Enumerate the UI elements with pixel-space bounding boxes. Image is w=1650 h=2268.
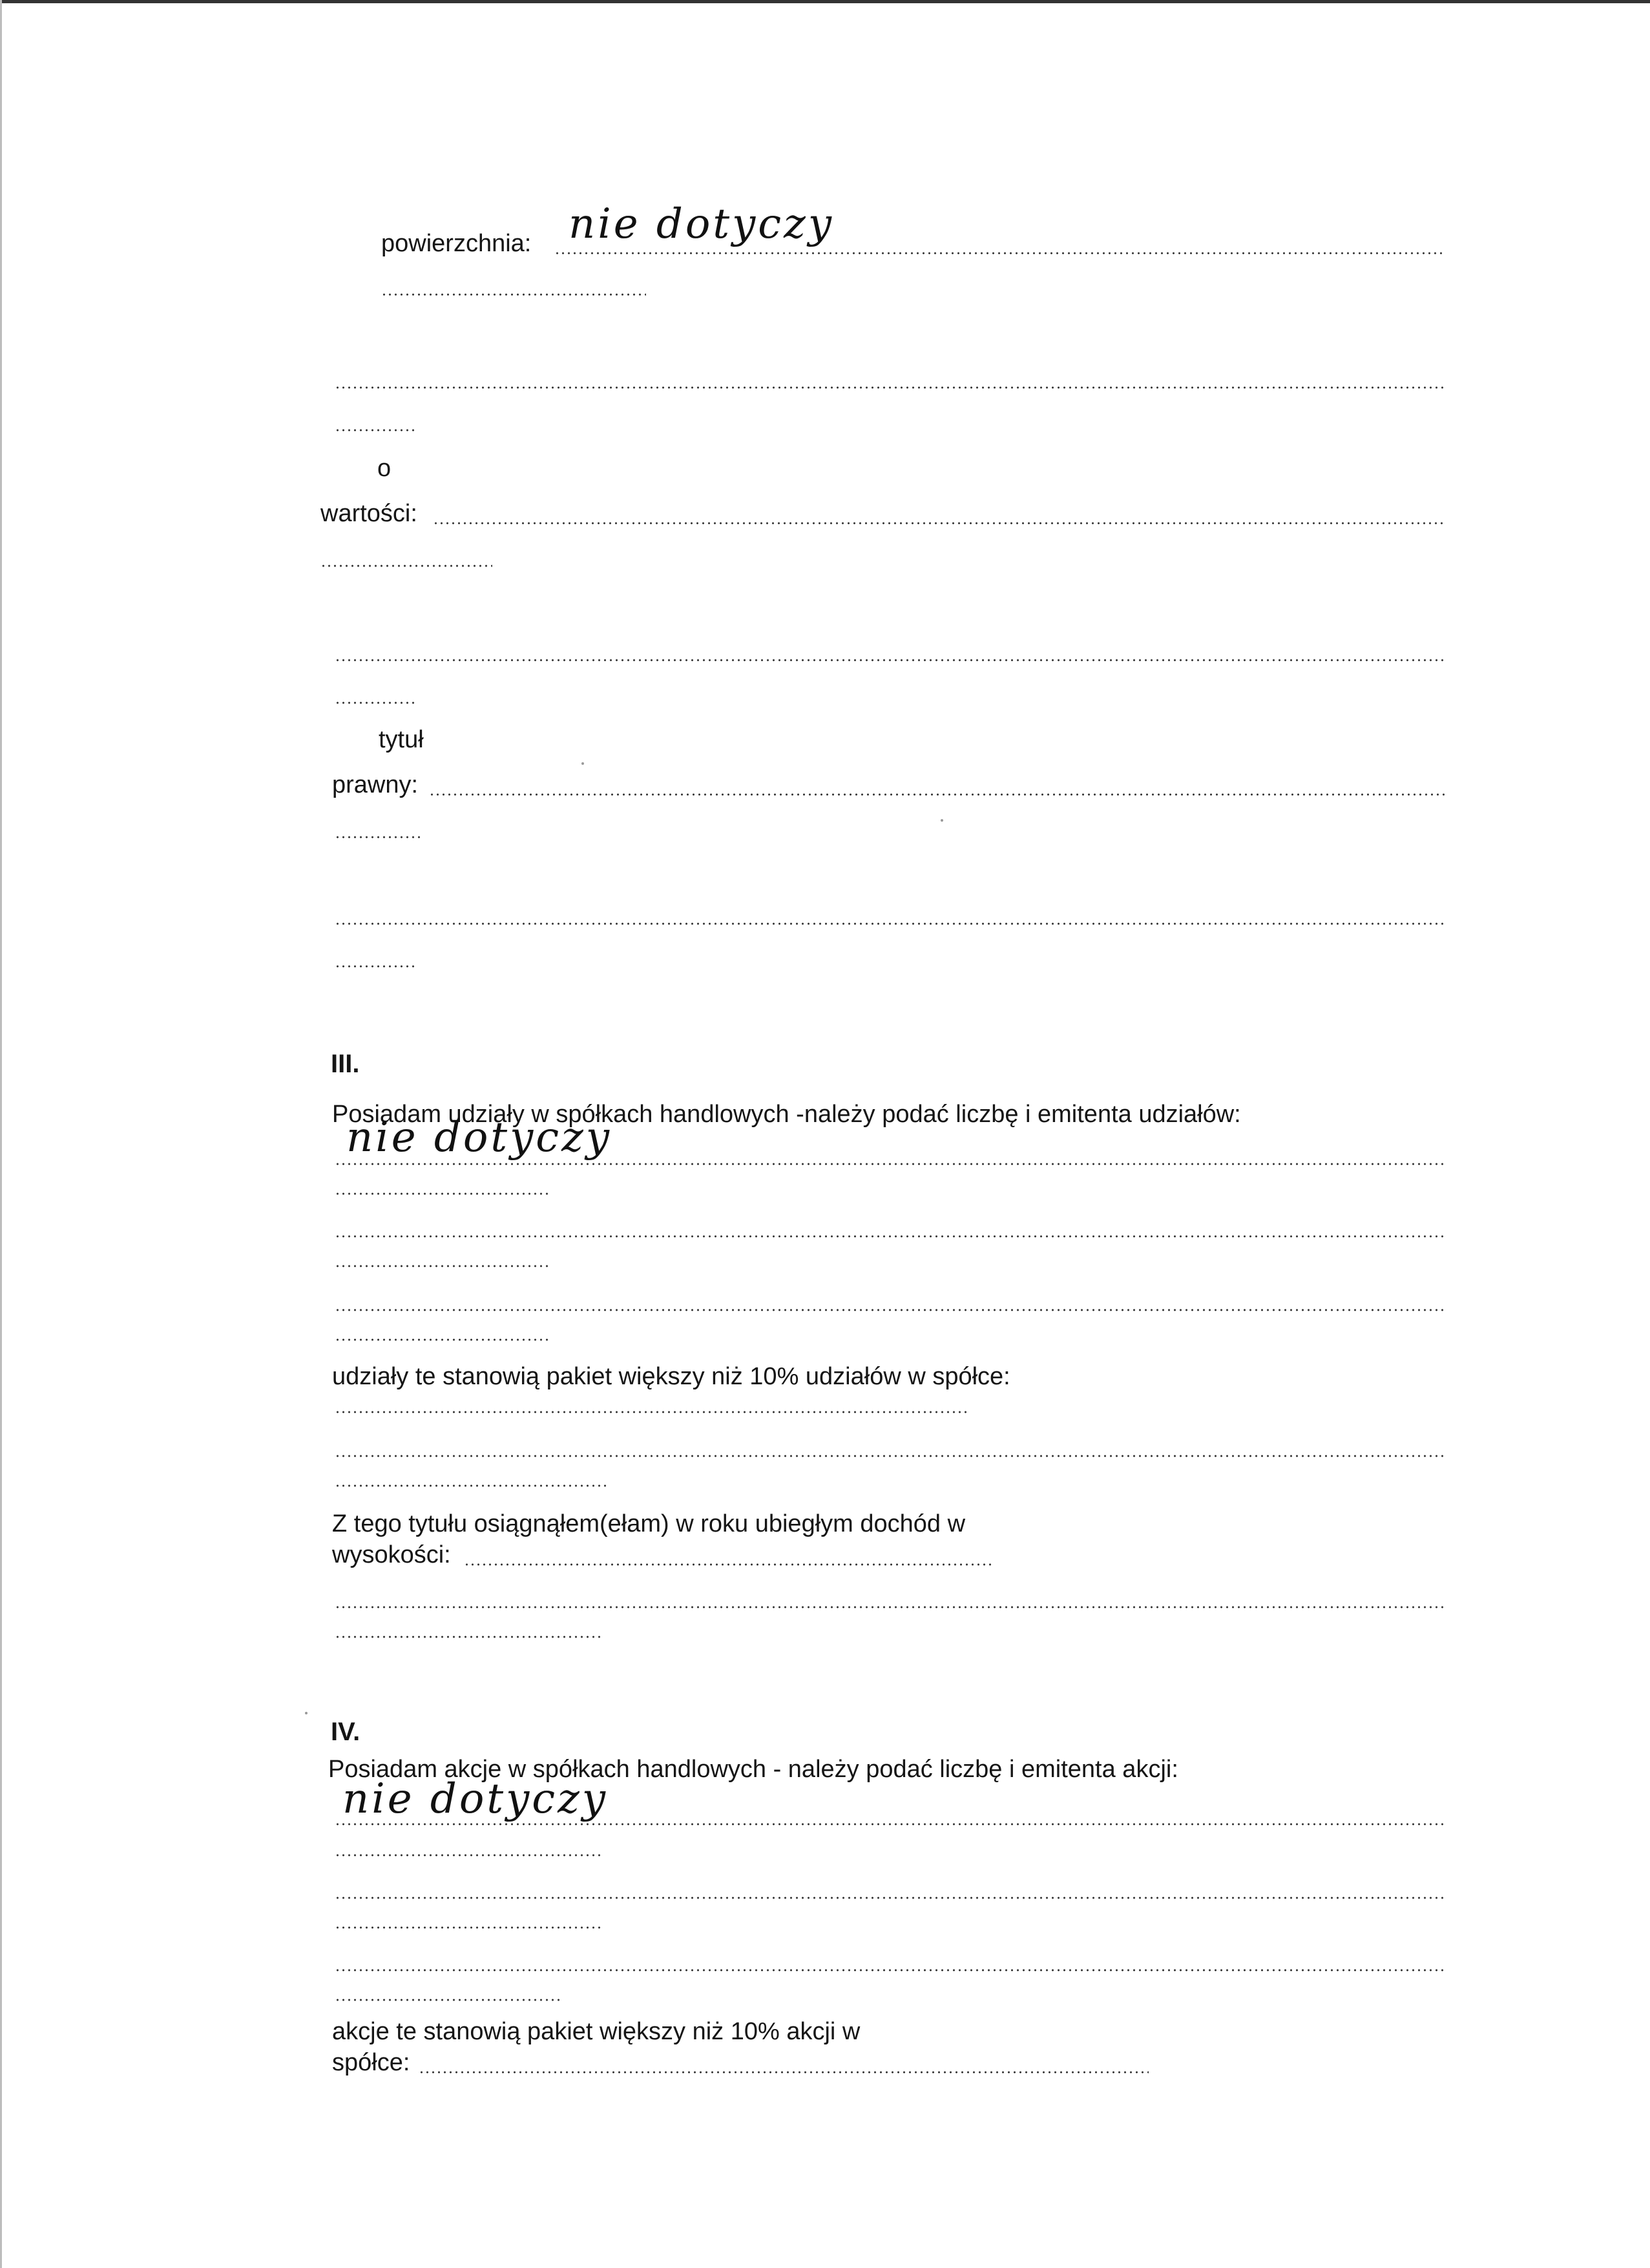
legal-title-answer-line-2[interactable] xyxy=(335,836,423,838)
value-o-label: o xyxy=(377,455,392,482)
blank-line[interactable] xyxy=(335,659,1445,661)
shares-prompt: Posiadam udziały w spółkach handlowych -należy podać liczbę i emitenta udziałów: xyxy=(332,1101,1241,1128)
blank-line-short[interactable] xyxy=(335,429,416,432)
legal-title-label-1: tytuł xyxy=(379,726,424,753)
shares-answer-line-2[interactable] xyxy=(335,1192,552,1195)
scan-speck xyxy=(305,1712,308,1714)
shares-answer-line-5[interactable] xyxy=(335,1309,1445,1311)
blank-line-short[interactable] xyxy=(335,702,416,704)
section-iv-heading: IV. xyxy=(331,1718,360,1746)
stocks-answer-line[interactable] xyxy=(335,1823,1445,1826)
blank-line-short[interactable] xyxy=(335,965,416,968)
shares-income-label-2: wysokości: xyxy=(332,1541,451,1568)
surface-label: powierzchnia: xyxy=(381,230,532,257)
stocks-answer-line-4[interactable] xyxy=(335,1926,603,1929)
surface-answer-line-2[interactable] xyxy=(381,293,646,296)
legal-title-label-2: prawny: xyxy=(332,771,419,798)
scan-left-edge xyxy=(0,0,2,2268)
shares-answer-line[interactable] xyxy=(335,1163,1445,1165)
stocks-package-label-1: akcje te stanowią pakiet większy niż 10% akcji w xyxy=(332,2018,861,2045)
shares-income-answer-line-3[interactable] xyxy=(335,1636,603,1638)
shares-income-label-1: Z tego tytułu osiągnąłem(ełam) w roku ubiegłym dochód w xyxy=(332,1510,966,1537)
blank-line[interactable] xyxy=(335,386,1445,389)
shares-answer-line-4[interactable] xyxy=(335,1265,548,1267)
shares-package-answer-line-2[interactable] xyxy=(335,1455,1445,1457)
surface-handwritten-answer: nie dotyczy xyxy=(569,200,834,248)
stocks-answer-line-5[interactable] xyxy=(335,1969,1445,1971)
scan-speck xyxy=(941,819,943,822)
shares-package-answer-line[interactable] xyxy=(335,1411,966,1413)
section-iii-heading: III. xyxy=(331,1050,360,1078)
value-answer-line[interactable] xyxy=(433,522,1445,525)
legal-title-answer-line[interactable] xyxy=(429,793,1445,796)
shares-handwritten-answer: nie dotyczy xyxy=(346,1114,612,1161)
stocks-answer-line-2[interactable] xyxy=(335,1854,603,1857)
surface-answer-line[interactable] xyxy=(554,252,1445,255)
shares-package-label: udziały te stanowią pakiet większy niż 10% udziałów w spółce: xyxy=(332,1363,1010,1390)
value-label: wartości: xyxy=(320,500,417,527)
shares-income-answer-line-2[interactable] xyxy=(335,1606,1445,1608)
stocks-prompt: Posiadam akcje w spółkach handlowych - należy podać liczbę i emitenta akcji: xyxy=(328,1756,1178,1783)
stocks-answer-line-3[interactable] xyxy=(335,1897,1445,1899)
stocks-package-answer-line[interactable] xyxy=(419,2071,1149,2074)
shares-answer-line-3[interactable] xyxy=(335,1235,1445,1238)
value-answer-line-2[interactable] xyxy=(320,565,492,567)
blank-line[interactable] xyxy=(335,922,1445,925)
stocks-handwritten-answer: nie dotyczy xyxy=(342,1775,608,1823)
scan-top-edge xyxy=(0,0,1650,3)
shares-answer-line-6[interactable] xyxy=(335,1338,548,1341)
stocks-answer-line-6[interactable] xyxy=(335,1999,563,2001)
stocks-package-label-2: spółce: xyxy=(332,2049,410,2076)
scan-speck xyxy=(581,762,584,765)
shares-income-answer-line[interactable] xyxy=(464,1563,992,1566)
shares-package-answer-line-3[interactable] xyxy=(335,1484,609,1487)
